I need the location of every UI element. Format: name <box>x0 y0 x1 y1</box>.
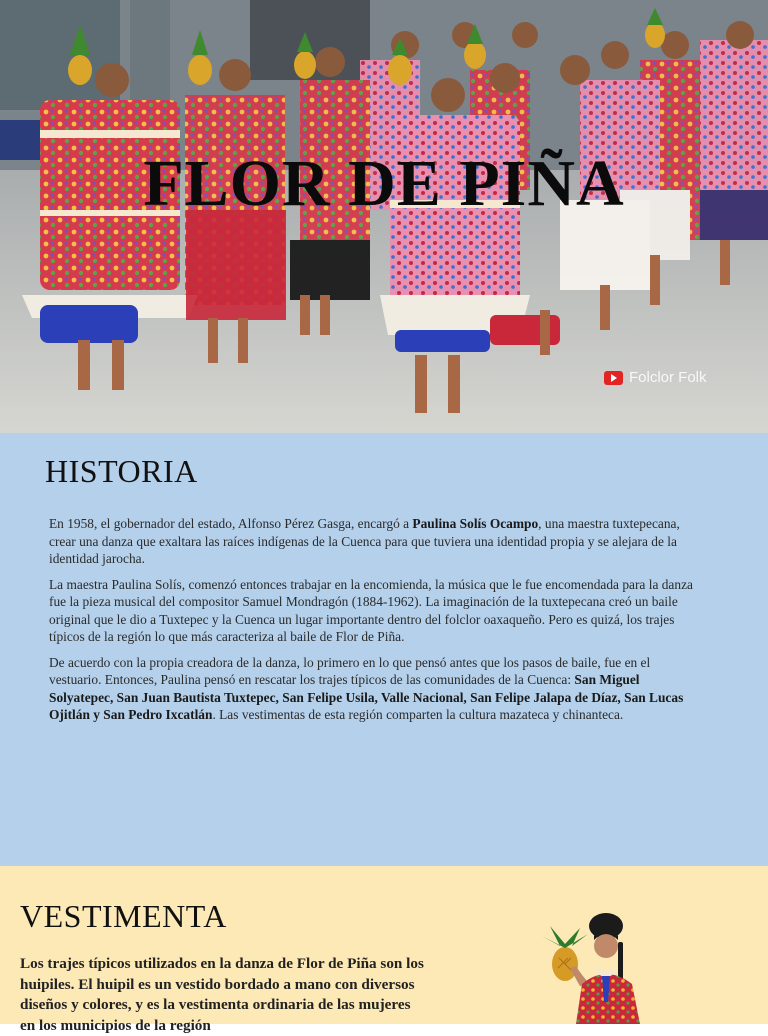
photo-watermark <box>604 369 707 386</box>
historia-paragraph-3 <box>49 654 701 724</box>
historia-p3-text-end: . Las vestimentas de esta región comparten la cultura mazateca y chinanteca. <box>212 707 624 722</box>
vestimenta-paragraph-1: Los trajes típicos utilizados en la danza de Flor de Piña son los huipiles. El huipil es un vestido bordado a mano con diversos diseños y colores, y es la vestimenta ordinaria de las mujeres en los municipios de la región <box>20 955 424 1034</box>
historia-p3-text: De acuerdo con la propia creadora de la danza, lo primero en lo que pensó antes que los pasos de baile, fue en el vestuario. Entonces, Paulina pensó en rescatar los trajes típicos de las comunidades de la Cuenca: <box>49 654 651 687</box>
historia-p1-text-end: , una maestra tuxtepecana, crear una danza que exaltara las raíces indígenas de la Cuenca para que tuviera una identidad propia y se alejara de la identidad jarocha. <box>49 516 680 566</box>
historia-paragraph-1 <box>49 515 701 568</box>
page-title: FLOR DE PIÑA <box>143 147 625 220</box>
watermark-text: Folclor Folk <box>629 369 707 386</box>
historia-paragraph-2: La maestra Paulina Solís, comenzó entonces trabajar en la encomienda, la música que le fue encomendada para la danza fue la pieza musical del compositor Samuel Mondragón (1884-1962). La imaginación de la tuxtepecana creó un baile original que le dio a Tuxtepec y la Cuenca un lugar importante dentro del folclor oaxaqueño. Pero es quizá, los trajes típicos de la región lo que más caracteriza al baile de Flor de Piña. <box>49 576 693 644</box>
vestimenta-heading: VESTIMENTA <box>20 898 227 934</box>
historia-p1-text: En 1958, el gobernador del estado, Alfonso Pérez Gasga, encargó a <box>49 516 413 531</box>
youtube-icon <box>604 371 623 385</box>
vestimenta-body <box>20 954 425 1036</box>
hero-photo-banner <box>0 0 768 433</box>
vestimenta-section <box>0 866 768 1034</box>
dancer-illustration <box>520 906 665 1024</box>
historia-heading: HISTORIA <box>45 453 198 489</box>
historia-p1-highlight: Paulina Solís Ocampo <box>412 516 539 531</box>
historia-body <box>49 515 701 732</box>
historia-p3-communities: San Miguel Solyatepec, San Juan Bautista Tuxtepec, San Felipe Usila, Valle Nacional, San Felipe Jalapa de Díaz, San Lucas Ojitlán y San Pedro Ixcatlán <box>49 672 684 722</box>
historia-section <box>0 433 768 866</box>
